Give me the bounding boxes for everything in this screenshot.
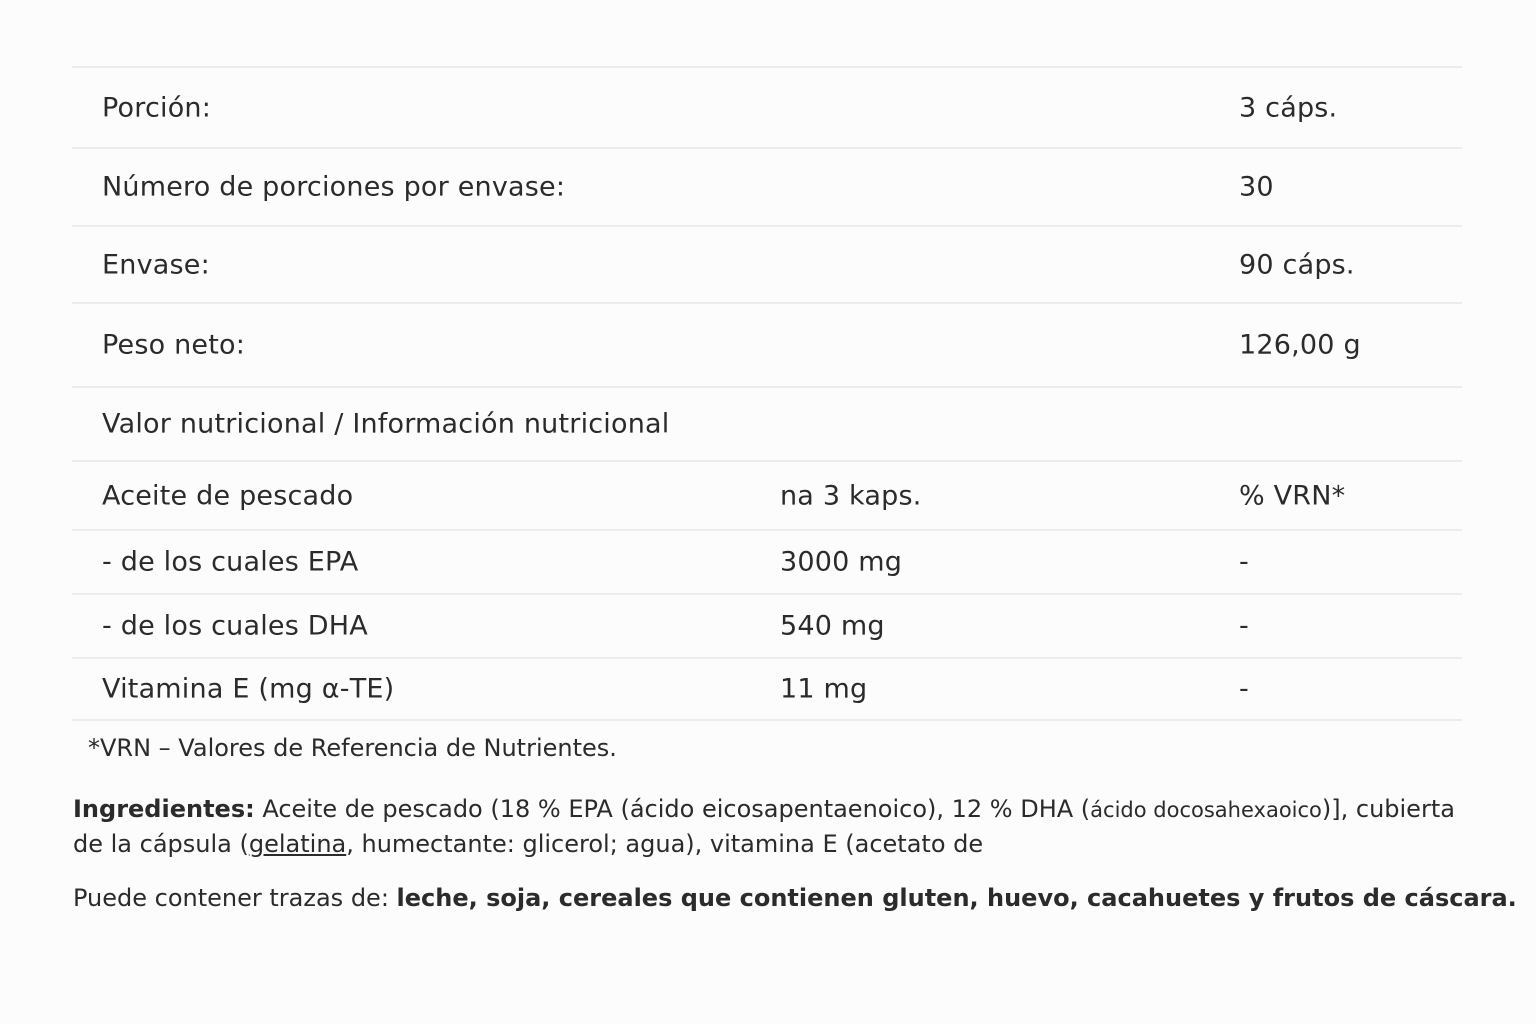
- nutrient-amount: 11 mg: [780, 673, 868, 705]
- traces-allergens: leche, soja, cereales que contienen gluten, huevo, cacahuetes y frutos de cáscara.: [396, 884, 1517, 912]
- portion-value: 3 cáps.: [1239, 92, 1338, 123]
- container-label: Envase:: [102, 249, 210, 280]
- container-value: 90 cáps.: [1239, 249, 1355, 280]
- nutrient-amount: 3000 mg: [780, 546, 903, 578]
- portion-row: [72, 68, 1462, 149]
- nutrition-table: [72, 66, 1462, 721]
- nutrient-vrn: -: [1239, 546, 1249, 578]
- nutrient-name: - de los cuales DHA: [102, 610, 368, 642]
- ingredients-dha-name: ácido docosahexaoico: [1090, 798, 1322, 822]
- traces-text: [73, 884, 1517, 912]
- servings-label: Número de porciones por envase:: [102, 171, 566, 203]
- traces-intro: Puede contener trazas de:: [73, 884, 397, 912]
- servings-value: 30: [1239, 171, 1274, 203]
- ingredients-part1: Aceite de pescado (18 % EPA (ácido eicosapentaenoico), 12 % DHA (: [254, 795, 1091, 823]
- net-weight-label: Peso neto:: [102, 329, 246, 361]
- nutrient-vrn: -: [1239, 673, 1249, 705]
- nutrient-amount: 540 mg: [780, 610, 885, 642]
- portion-label: Porción:: [102, 92, 212, 123]
- ingredients-allergen-gelatin: gelatina: [248, 830, 347, 858]
- nutrition-column-header: [72, 462, 1462, 531]
- container-row: [72, 227, 1462, 304]
- net-weight-row: [72, 304, 1462, 388]
- column-vrn: % VRN*: [1239, 480, 1346, 511]
- ingredients-label: Ingredientes:: [73, 795, 255, 823]
- nutrient-name: - de los cuales EPA: [102, 546, 359, 578]
- nutrient-row-dha: [72, 595, 1462, 659]
- servings-row: [72, 149, 1462, 227]
- nutrient-name: Vitamina E (mg α-TE): [102, 673, 395, 705]
- ingredients-part2: )], cubierta de la cápsula (: [73, 795, 1455, 858]
- nutrition-heading-row: [72, 388, 1462, 462]
- net-weight-value: 126,00 g: [1239, 329, 1361, 361]
- column-name: Aceite de pescado: [102, 480, 354, 511]
- ingredients-text: [73, 792, 1473, 861]
- nutrient-row-epa: [72, 531, 1462, 595]
- ingredients-part3: , humectante: glicerol; agua), vitamina E (acetato de: [346, 830, 984, 858]
- nutrient-row-vitamin-e: [72, 659, 1462, 721]
- column-amount: na 3 kaps.: [780, 480, 922, 511]
- vrn-footnote: *VRN – Valores de Referencia de Nutrientes.: [88, 734, 617, 762]
- nutrient-vrn: -: [1239, 610, 1249, 642]
- nutrition-heading: Valor nutricional / Información nutricional: [102, 408, 670, 440]
